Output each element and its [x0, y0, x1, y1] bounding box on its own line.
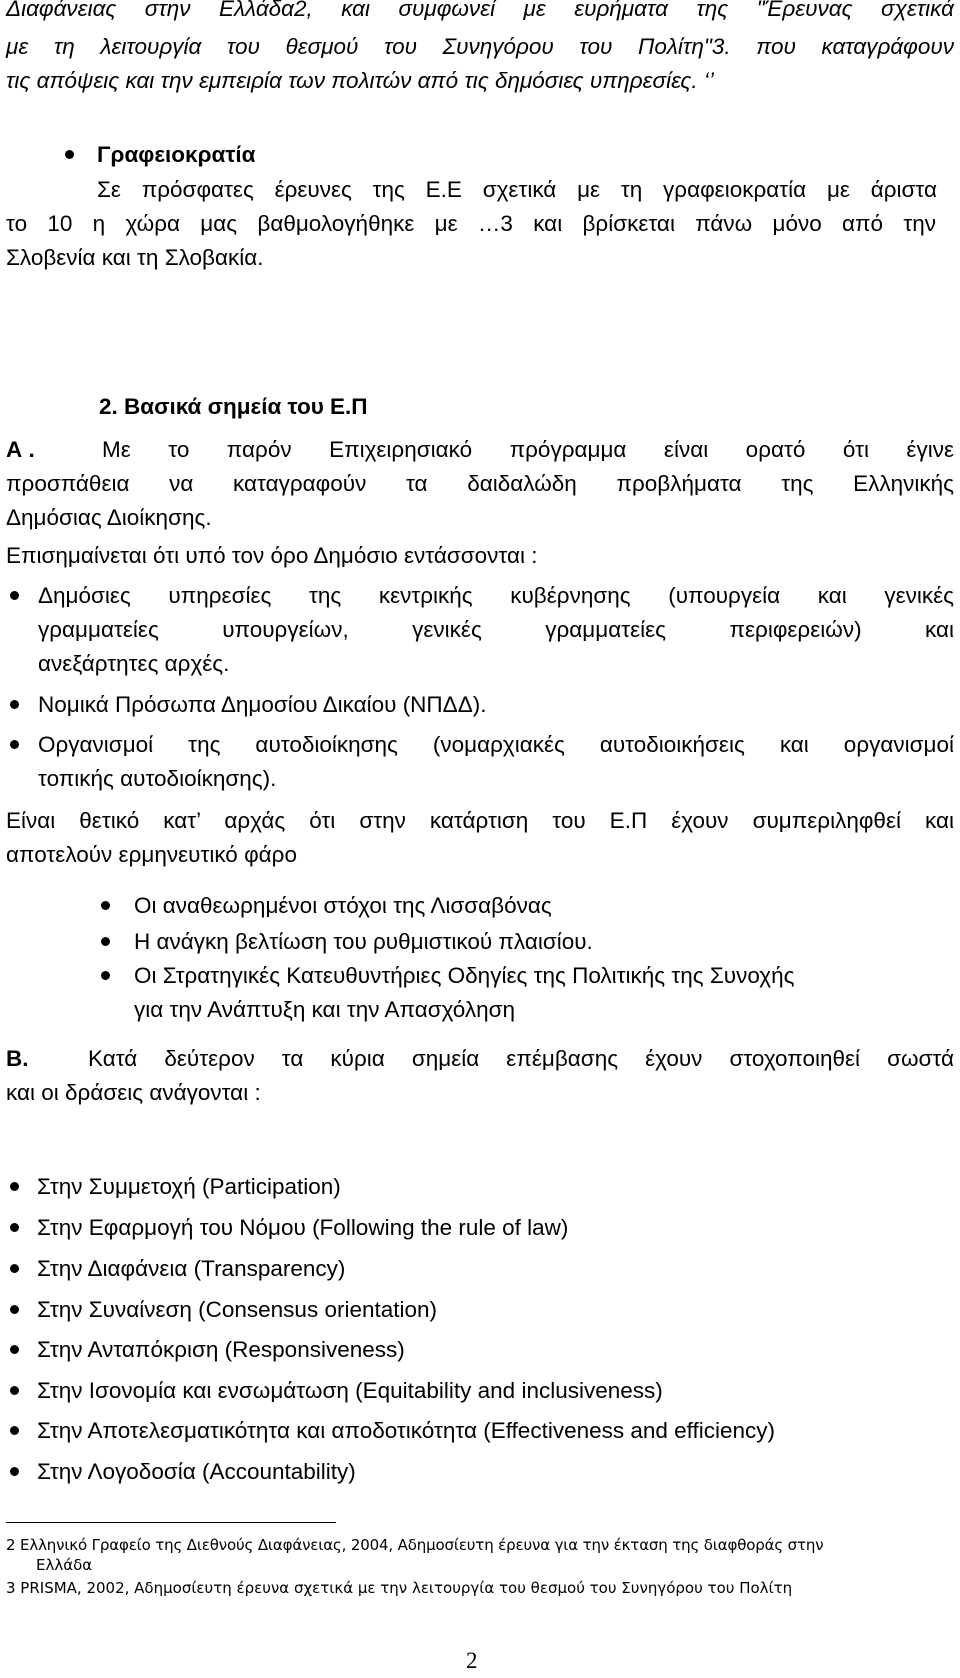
principle-item: Στην Ανταπόκριση (Responsiveness)	[37, 1337, 405, 1362]
bullet-icon	[10, 1264, 19, 1273]
footnote-2-line-1: 2 Ελληνικό Γραφείο της Διεθνούς Διαφάνειας, 2004, Αδημοσίευτη έρευνα για την έκταση της διαφθοράς στην	[6, 1536, 824, 1554]
section-2-heading: 2. Βασικά σημεία του Ε.Π	[99, 394, 368, 419]
bullet-icon	[10, 740, 19, 749]
bullet-icon	[10, 591, 19, 600]
bullet-icon	[101, 971, 110, 980]
bullet-icon	[101, 937, 110, 946]
bullet-icon	[101, 901, 110, 910]
public-item-1-line-1: Δημόσιες υπηρεσίες της κεντρικής κυβέρνησης (υπουργεία και γενικές	[38, 583, 954, 608]
section-b-line-1: Κατά δεύτερον τα κύρια σημεία επέμβασης έχουν στοχοποιηθεί σωστά	[88, 1046, 954, 1071]
public-item-3-line-2: τοπικής αυτοδιοίκησης).	[38, 766, 277, 791]
bureaucracy-line-2: το 10 η χώρα μας βαθμολογήθηκε με …3 και βρίσκεται πάνω μόνο από την	[6, 211, 936, 236]
principle-item: Στην Αποτελεσματικότητα και αποδοτικότητα (Effectiveness and efficiency)	[37, 1418, 776, 1443]
principle-item: Στην Ισονομία και ενσωμάτωση (Equitability and inclusiveness)	[37, 1378, 663, 1403]
intro-line-3: τις απόψεις και την εμπειρία των πολιτών από τις δημόσιες υπηρεσίες. ‘’	[6, 68, 714, 93]
bullet-icon	[10, 1223, 19, 1232]
principle-item: Στην Συναίνεση (Consensus orientation)	[37, 1297, 438, 1322]
section-a-label: Α .	[6, 437, 35, 462]
principle-item: Στην Εφαρμογή του Νόμου (Following the rule of law)	[37, 1215, 569, 1240]
bullet-icon	[10, 1182, 19, 1191]
guide-item-3-continued: για την Ανάπτυξη και την Απασχόληση	[134, 997, 516, 1022]
footnote-3: 3 PRISMA, 2002, Αδημοσίευτη έρευνα σχετικά με την λειτουργία του θεσμού του Συνηγόρου του Πολίτη	[6, 1579, 793, 1597]
intro-line-2: με τη λειτουργία του θεσμού του Συνηγόρου του Πολίτη"3. που καταγράφουν	[6, 34, 954, 59]
bureaucracy-line-1: Σε πρόσφατες έρευνες της Ε.Ε σχετικά με τη γραφειοκρατία με άριστα	[97, 177, 937, 202]
principle-item: Στην Συμμετοχή (Participation)	[37, 1174, 341, 1199]
bullet-icon	[10, 1345, 19, 1354]
section-b-label: Β.	[6, 1046, 29, 1071]
section-a-note: Επισημαίνεται ότι υπό τον όρο Δημόσιο εντάσσονται :	[6, 543, 538, 568]
footnote-2-line-2: Ελλάδα	[36, 1556, 93, 1574]
principle-item: Στην Διαφάνεια (Transparency)	[37, 1256, 346, 1281]
section-b-line-2: και οι δράσεις ανάγονται :	[6, 1080, 261, 1105]
public-item-1-line-3: ανεξάρτητες αρχές.	[38, 651, 230, 676]
public-item-2-line-1: Νομικά Πρόσωπα Δημοσίου Δικαίου (ΝΠΔΔ).	[38, 692, 487, 717]
bullet-icon	[10, 700, 19, 709]
public-item-1-line-2: γραμματείες υπουργείων, γενικές γραμματείες περιφερειών) και	[38, 617, 954, 642]
positive-line-2: αποτελούν ερμηνευτικό φάρο	[6, 842, 297, 867]
bureaucracy-line-3: Σλοβενία και τη Σλοβακία.	[6, 245, 264, 270]
guide-item-1: Οι αναθεωρημένοι στόχοι της Λισσαβόνας	[134, 893, 552, 918]
bullet-icon	[10, 1467, 19, 1476]
bullet-icon	[10, 1305, 19, 1314]
bullet-icon	[10, 1426, 19, 1435]
page-number: 2	[466, 1648, 478, 1673]
footnote-separator	[6, 1522, 336, 1523]
positive-line-1: Είναι θετικό κατ’ αρχάς ότι στην κατάρτιση του Ε.Π έχουν συμπεριληφθεί και	[6, 808, 954, 833]
section-a-line-1: Με το παρόν Επιχειρησιακό πρόγραμμα είναι ορατό ότι έγινε	[102, 437, 954, 462]
bullet-icon	[10, 1386, 19, 1395]
guide-item-3: Οι Στρατηγικές Κατευθυντήριες Οδηγίες της Πολιτικής της Συνοχής	[134, 963, 795, 988]
public-item-3-line-1: Οργανισμοί της αυτοδιοίκησης (νομαρχιακές αυτοδιοικήσεις και οργανισμοί	[38, 732, 954, 757]
bureaucracy-heading: Γραφειοκρατία	[97, 142, 256, 167]
guide-item-2: Η ανάγκη βελτίωση του ρυθμιστικού πλαισίου.	[134, 929, 593, 954]
section-a-line-2: προσπάθεια να καταγραφούν τα δαιδαλώδη προβλήματα της Ελληνικής	[6, 471, 954, 496]
intro-line-1: Διαφάνειας στην Ελλάδα2, και συμφωνεί με ευρήματα της "Έρευνας σχετικά	[6, 0, 954, 21]
principle-item: Στην Λογοδοσία (Accountability)	[37, 1459, 356, 1484]
bullet-icon	[65, 150, 74, 159]
section-a-line-3: Δημόσιας Διοίκησης.	[6, 505, 212, 530]
